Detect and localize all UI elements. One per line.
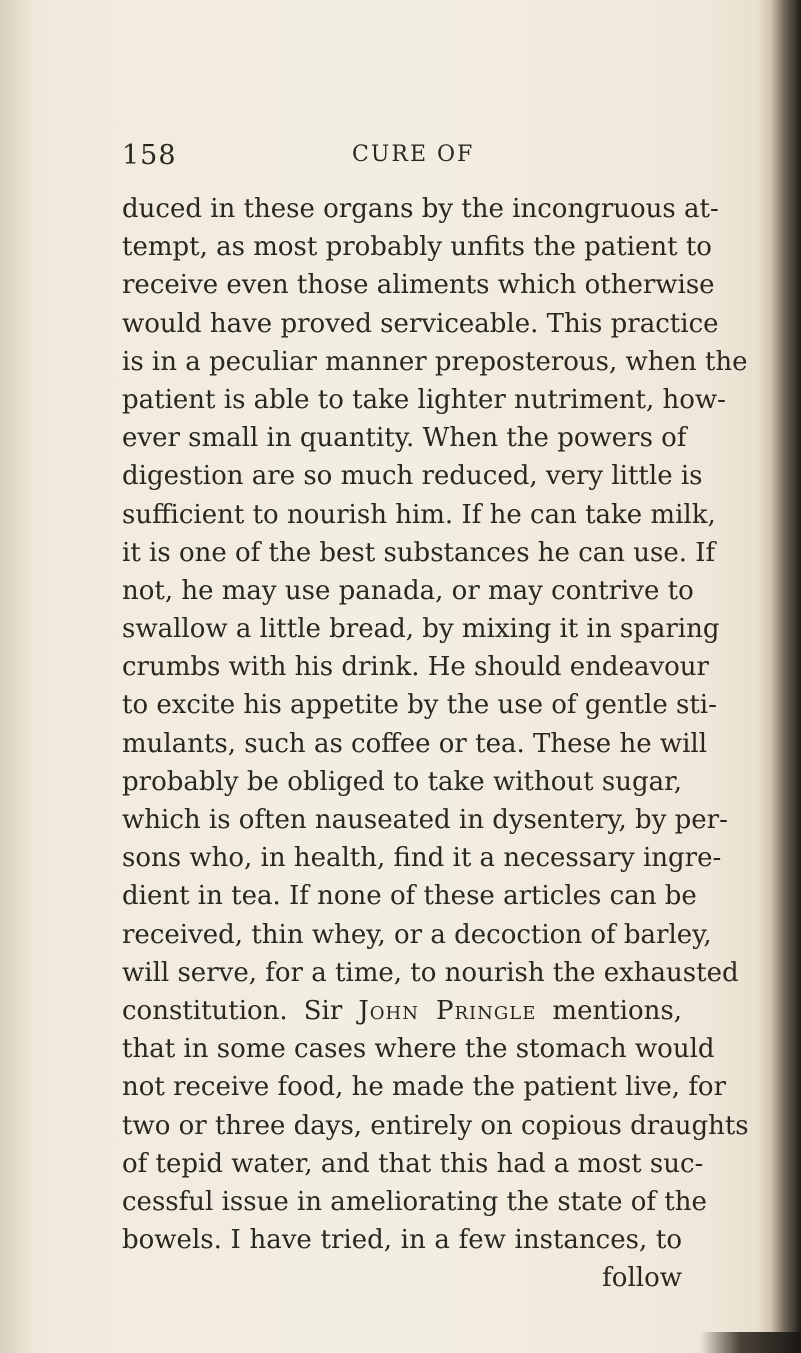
text-line: bowels. I have tried, in a few instances, to <box>122 1225 682 1256</box>
text-line: is in a peculiar manner preposterous, when the <box>122 346 748 377</box>
text-line: ever small in quantity. When the powers of <box>122 423 687 454</box>
text-line: tempt, as most probably unfits the patient to <box>122 232 712 263</box>
text-line: to excite his appetite by the use of gentle sti- <box>122 690 717 721</box>
page-gutter-shadow <box>0 0 34 1353</box>
text-line: received, thin whey, or a decoction of barley, <box>122 919 712 950</box>
text-line: would have proved serviceable. This practice <box>122 308 719 339</box>
text-line: two or three days, entirely on copious draughts <box>122 1110 749 1141</box>
running-head: CURE OF <box>352 142 475 167</box>
text-line: not receive food, he made the patient live, for <box>122 1072 727 1103</box>
text-line: duced in these organs by the incongruous at- <box>122 194 719 224</box>
text-line: will serve, for a time, to nourish the exhausted <box>122 957 739 988</box>
page-header <box>122 140 682 180</box>
page-number: 158 <box>122 140 177 171</box>
text-line: sons who, in health, find it a necessary ingre- <box>122 843 722 874</box>
text-line: crumbs with his drink. He should endeavour <box>122 652 709 683</box>
text-line: it is one of the best substances he can use. If <box>122 537 716 568</box>
text-line: probably be obliged to take without sugar, <box>122 766 682 797</box>
text-line: mulants, such as coffee or tea. These he will <box>122 728 708 759</box>
text-line: sufficient to nourish him. If he can take milk, <box>122 499 716 530</box>
text-line: of tepid water, and that this had a most suc- <box>122 1148 704 1179</box>
text-segment: mentions, <box>536 995 682 1026</box>
body-text <box>122 190 749 1297</box>
text-line: which is often nauseated in dysentery, by per- <box>122 805 728 835</box>
text-line: not, he may use panada, or may contrive to <box>122 575 694 606</box>
text-line: patient is able to take lighter nutriment, how- <box>122 384 726 415</box>
text-line: swallow a little bread, by mixing it in sparing <box>122 614 720 645</box>
text-segment: constitution. Sir <box>122 995 359 1026</box>
text-line: receive even those aliments which otherwise <box>122 270 715 301</box>
text-line: dient in tea. If none of these articles can be <box>122 881 697 912</box>
text-line: that in some cases where the stomach would <box>122 1034 715 1065</box>
text-line: cessful issue in ameliorating the state of the <box>122 1186 707 1217</box>
text-line: digestion are so much reduced, very little is <box>122 461 703 492</box>
catchword: follow <box>602 1263 682 1294</box>
page-corner-shadow <box>700 1332 801 1353</box>
text-line <box>122 992 682 1030</box>
page-edge-shadow <box>758 0 801 1353</box>
person-name: John Pringle <box>358 995 537 1026</box>
